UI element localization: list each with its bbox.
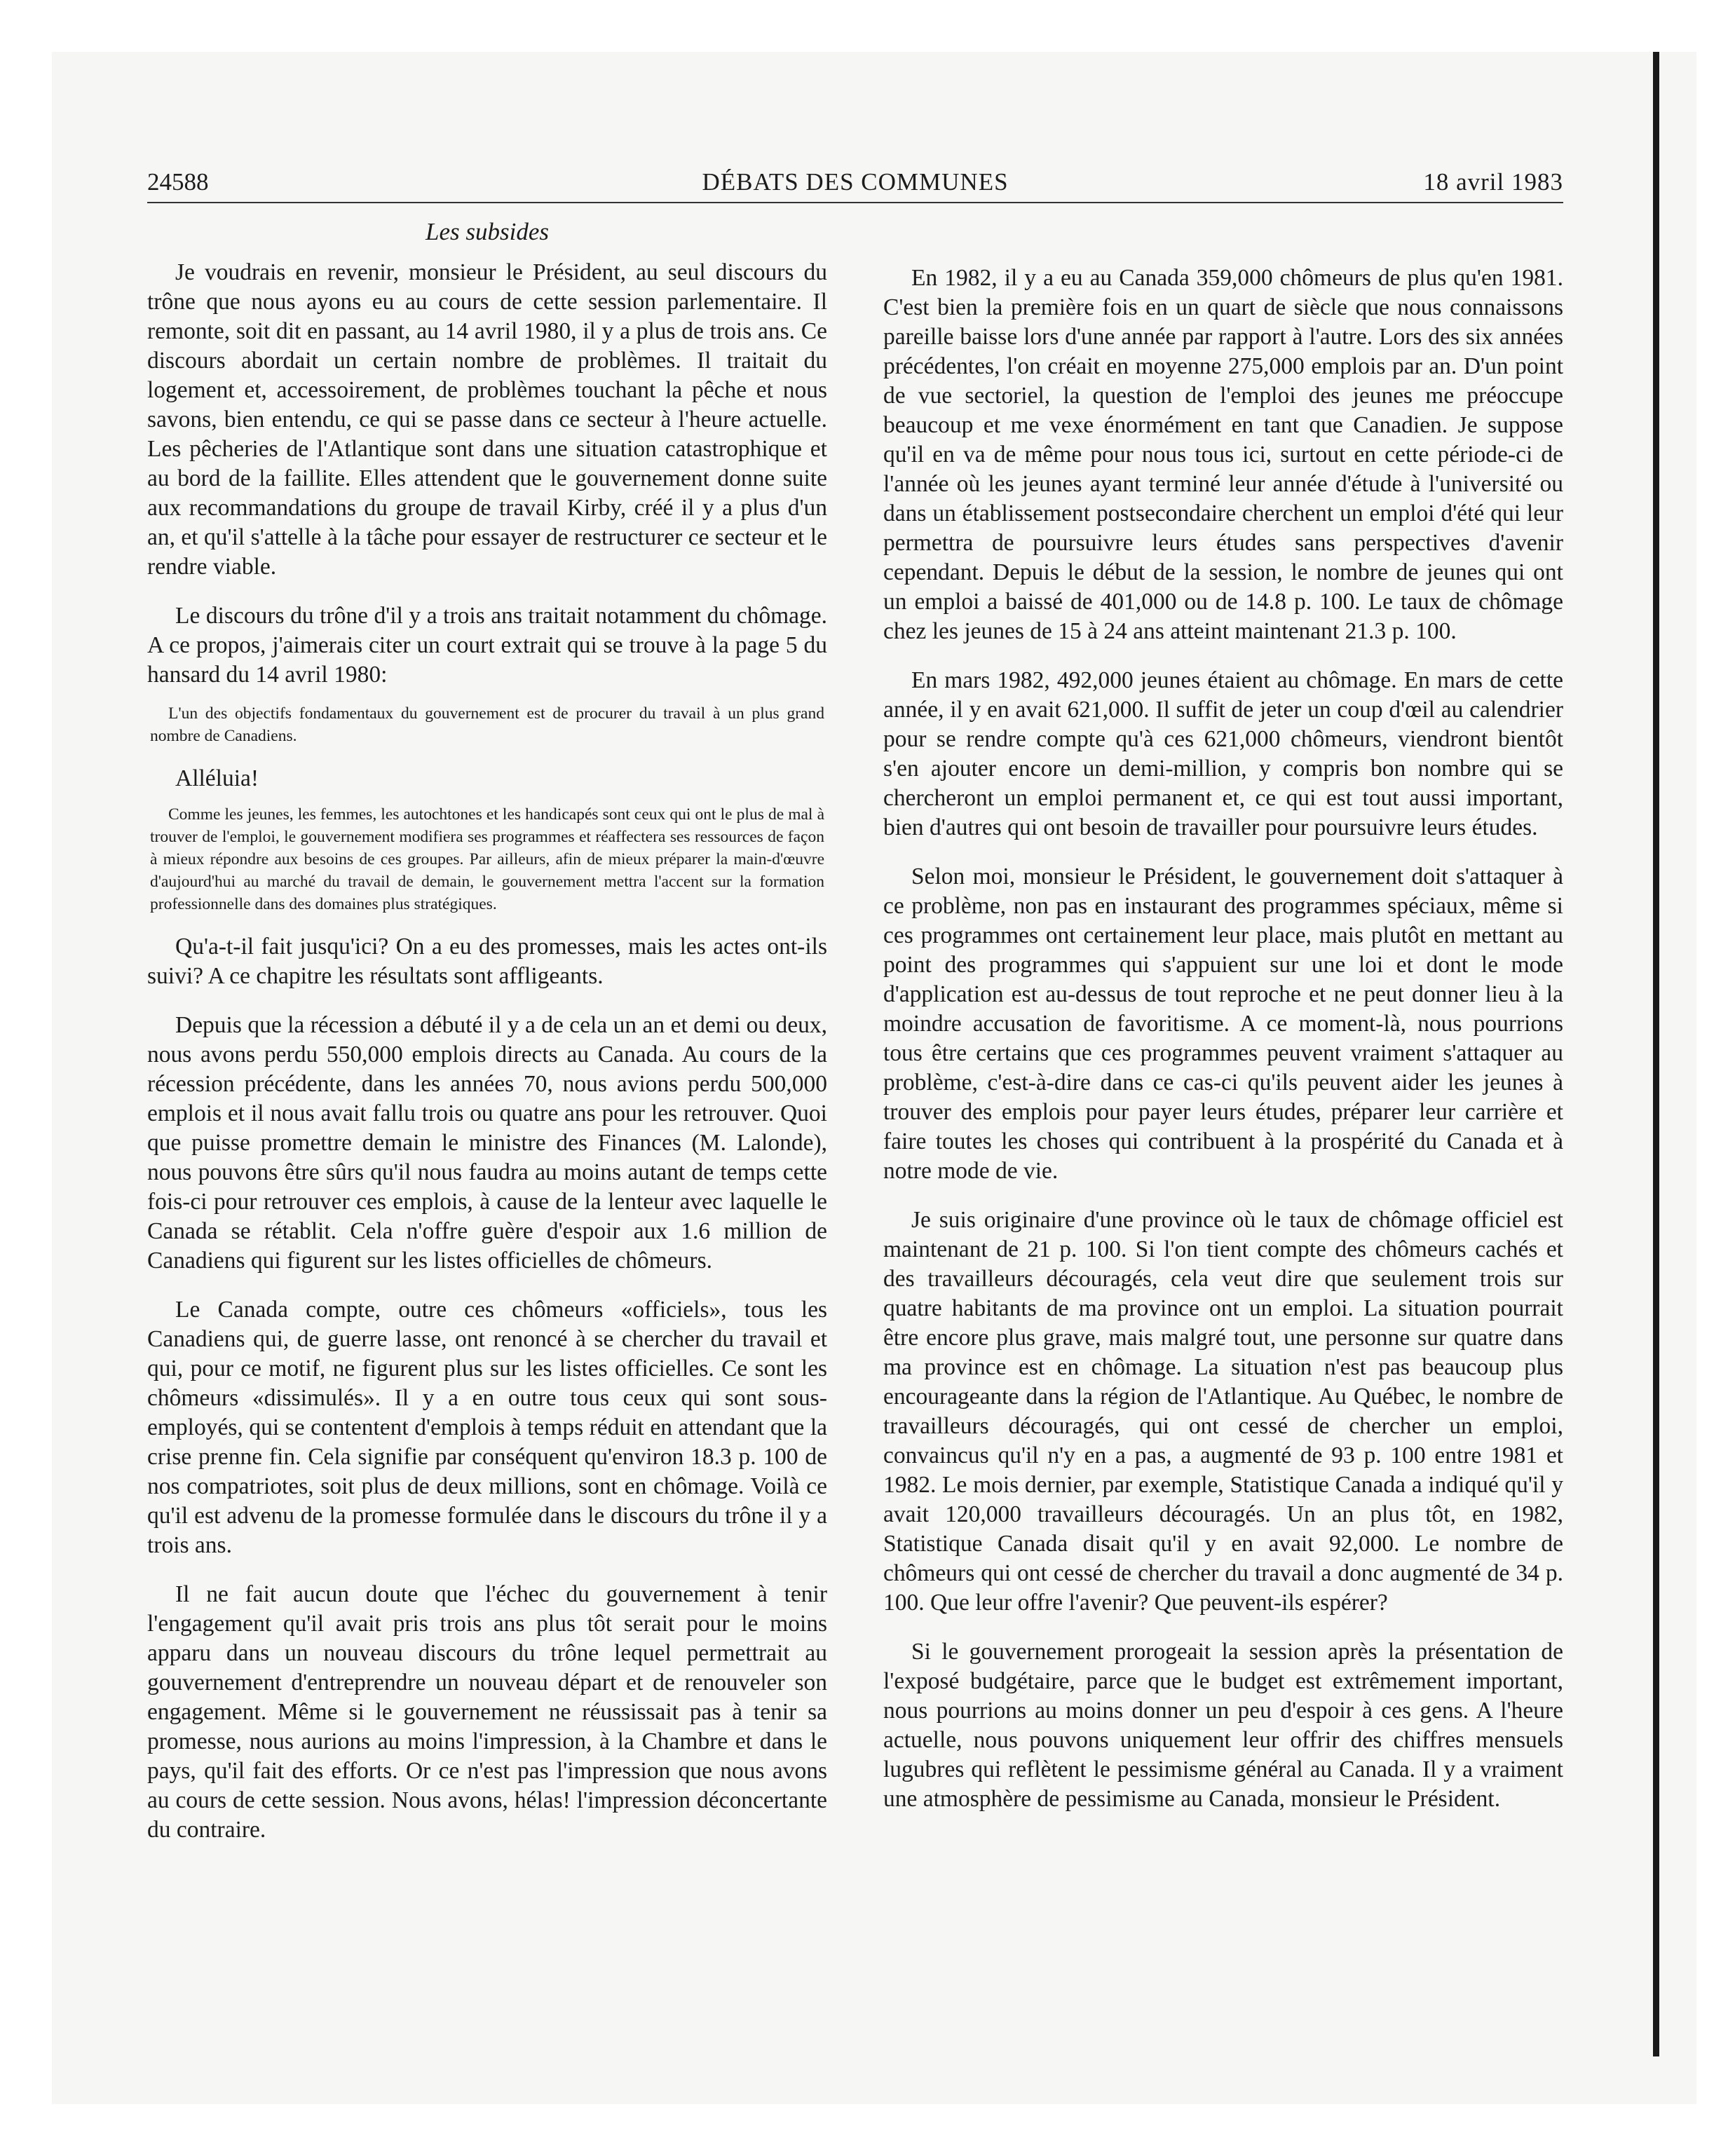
paragraph: Qu'a-t-il fait jusqu'ici? On a eu des promesses, mais les actes ont-ils suivi? A ce chapitre les résultats sont affligeants. <box>147 934 827 989</box>
right-column <box>883 264 1563 1834</box>
publication-date: 18 avril 1983 <box>1423 168 1563 196</box>
paragraph: En 1982, il y a eu au Canada 359,000 chômeurs de plus qu'en 1981. C'est bien la première fois en un quart de siècle que nous connaissons pareille baisse lors d'une année par rapport à l'autre. Lors des six années précédentes, l'on créait en moyenne 275,000 emplois par an. D'un point de vue sectoriel, la question de l'emploi des jeunes me préoccupe beaucoup et me vexe énormément en tant que Canadien. Je suppose qu'il en va de même pour nous tous ici, surtout en cette période-ci de l'année où les jeunes ayant terminé leur année d'étude à l'université ou dans un établissement postsecondaire cherchent un emploi d'été qui leur permettra de poursuivre leurs études sans perspectives d'avenir cependant. Depuis le début de la session, le nombre de jeunes qui ont un emploi a baissé de 401,000 ou de 14.8 p. 100. Le taux de chômage chez les jeunes de 15 à 24 ans atteint maintenant 21.3 p. 100. <box>883 265 1563 644</box>
block-quote: Comme les jeunes, les femmes, les autochtones et les handicapés sont ceux qui ont le plus de mal à trouver de l'emploi, le gouvernement modifiera ses programmes et réaffectera ses ressources de façon à mieux répondre aux besoins de ces groupes. Par ailleurs, afin de mieux préparer la main-d'œuvre d'aujourd'hui au marché du travail de demain, le gouvernement mettra l'accent sur la formation professionnelle dans des domaines plus stratégiques. <box>150 805 824 913</box>
block-quote: L'un des objectifs fondamentaux du gouvernement est de procurer du travail à un plus grand nombre de Canadiens. <box>150 704 824 745</box>
paragraph: Le Canada compte, outre ces chômeurs «officiels», tous les Canadiens qui, de guerre lasse, ont renoncé à se chercher du travail et qui, pour ce motif, ne figurent plus sur les listes officielles. Ce sont les chômeurs «dissimulés». Il y a en outre tous ceux qui sont sous-employés, qui se contentent d'emplois à temps réduit en attendant que la crise prenne fin. Cela signifie par conséquent qu'environ 18.3 p. 100 de nos compatriotes, soit plus de deux millions, sont en chômage. Voilà ce qu'il est advenu de la promesse formulée dans le discours du trône il y a trois ans. <box>147 1297 827 1558</box>
page-header <box>147 163 1563 202</box>
paragraph: Il ne fait aucun doute que l'échec du gouvernement à tenir l'engagement qu'il avait pris trois ans plus tôt serait pour le moins apparu dans un nouveau discours du trône lequel permettrait au gouvernement d'entreprendre un nouveau départ et de renouveler son engagement. Même si le gouvernement ne réussissait pas à tenir sa promesse, nous aurions au moins l'impression, à la Chambre et dans le pays, qu'il fait des efforts. Or ce n'est pas l'impression que nous avons au cours de cette session. Nous avons, hélas! l'impression déconcertante du contraire. <box>147 1581 827 1843</box>
paragraph: Si le gouvernement prorogeait la session après la présentation de l'exposé budgétaire, parce que le budget est extrêmement important, nous pourrions au moins donner un peu d'espoir à ces gens. A l'heure actuelle, nous pouvons uniquement leur offrir des chiffres mensuels lugubres qui reflètent le pessimisme général au Canada. Il y a vraiment une atmosphère de pessimisme au Canada, monsieur le Président. <box>883 1639 1563 1812</box>
interjection: Alléluia! <box>175 765 259 791</box>
page-number: 24588 <box>147 168 209 196</box>
section-title: Les subsides <box>426 218 549 245</box>
paragraph: Selon moi, monsieur le Président, le gouvernement doit s'attaquer à ce problème, non pas en instaurant des programmes spéciaux, même si ces programmes ont certainement leur place, mais plutôt en mettant au point des programmes qui s'appuient sur une loi et dont le mode d'application est au-dessus de tout reproche et ne peut donner lieu à la moindre accusation de favoritisme. A ce moment-là, nous pourrions tous être certains que ces programmes peuvent vraiment s'attaquer au problème, c'est-à-dire dans ce cas-ci qu'ils peuvent aider les jeunes à trouver des emplois pour payer leurs études, préparer leur carrière et faire toutes les choses qui contribuent à la prospérité du Canada et à notre mode de vie. <box>883 864 1563 1184</box>
publication-title: DÉBATS DES COMMUNES <box>702 168 1009 196</box>
paragraph: Je suis originaire d'une province où le taux de chômage officiel est maintenant de 21 p. 100. Si l'on tient compte des chômeurs cachés et des travailleurs découragés, cela veut dire que seulement trois sur quatre habitants de ma province ont un emploi. La situation pourrait être encore plus grave, mais malgré tout, une personne sur quatre dans ma province est en chômage. La situation n'est pas beaucoup plus encourageante dans la région de l'Atlantique. Au Québec, le nombre de travailleurs découragés, qui ont cessé de chercher un emploi, convaincus qu'il n'y en a pas, a augmenté de 93 p. 100 entre 1981 et 1982. Le mois dernier, par exemple, Statistique Canada a indiqué qu'il y avait 120,000 travailleurs découragés. Un an plus tôt, en 1982, Statistique Canada disait qu'il y en avait 92,000. Le nombre de chômeurs qui ont cessé de chercher du travail a donc augmenté de 34 p. 100. Que leur offre l'avenir? Que peuvent-ils espérer? <box>883 1207 1563 1616</box>
header-rule <box>147 202 1563 203</box>
paragraph: En mars 1982, 492,000 jeunes étaient au chômage. En mars de cette année, il y en avait 621,000. Il suffit de jeter un coup d'œil au calendrier pour se rendre compte qu'à ces 621,000 chômeurs, viendront bientôt s'en ajouter encore un demi-million, y compris bon nombre qui se chercheront un emploi permanent et, ce qui est tout aussi important, bien d'autres qui ont besoin de travailler pour poursuivre leurs études. <box>883 667 1563 840</box>
page-edge-shadow <box>1653 52 1659 2056</box>
paragraph: Le discours du trône d'il y a trois ans traitait notamment du chômage. A ce propos, j'aimerais citer un court extrait qui se trouve à la page 5 du hansard du 14 avril 1980: <box>147 603 827 688</box>
paragraph: Depuis que la récession a débuté il y a de cela un an et demi ou deux, nous avons perdu 550,000 emplois directs au Canada. Au cours de la récession précédente, dans les années 70, nous avions perdu 500,000 emplois et il nous avait fallu trois ou quatre ans pour les retrouver. Quoi que puisse promettre demain le ministre des Finances (M. Lalonde), nous pouvons être sûrs qu'il nous faudra au moins autant de temps cette fois-ci pour retrouver ces emplois, à cause de la lenteur avec laquelle le Canada se rétablit. Cela n'offre guère d'espoir aux 1.6 million de Canadiens qui figurent sur les listes officielles de chômeurs. <box>147 1012 827 1274</box>
left-column <box>147 214 827 1864</box>
paragraph: Je voudrais en revenir, monsieur le Président, au seul discours du trône que nous ayons eu au cours de cette session parlementaire. Il remonte, soit dit en passant, au 14 avril 1980, il y a plus de trois ans. Ce discours abordait un certain nombre de problèmes. Il traitait du logement et, accessoirement, de problèmes touchant la pêche et nous savons, bien entendu, ce qui se passe dans ce secteur à l'heure actuelle. Les pêcheries de l'Atlantique sont dans une situation catastrophique et au bord de la faillite. Elles attendent que le gouvernement donne suite aux recommandations du groupe de travail Kirby, créé il y a plus d'un an, et qu'il s'attelle à la tâche pour essayer de restructurer ce secteur et le rendre viable. <box>147 259 827 580</box>
